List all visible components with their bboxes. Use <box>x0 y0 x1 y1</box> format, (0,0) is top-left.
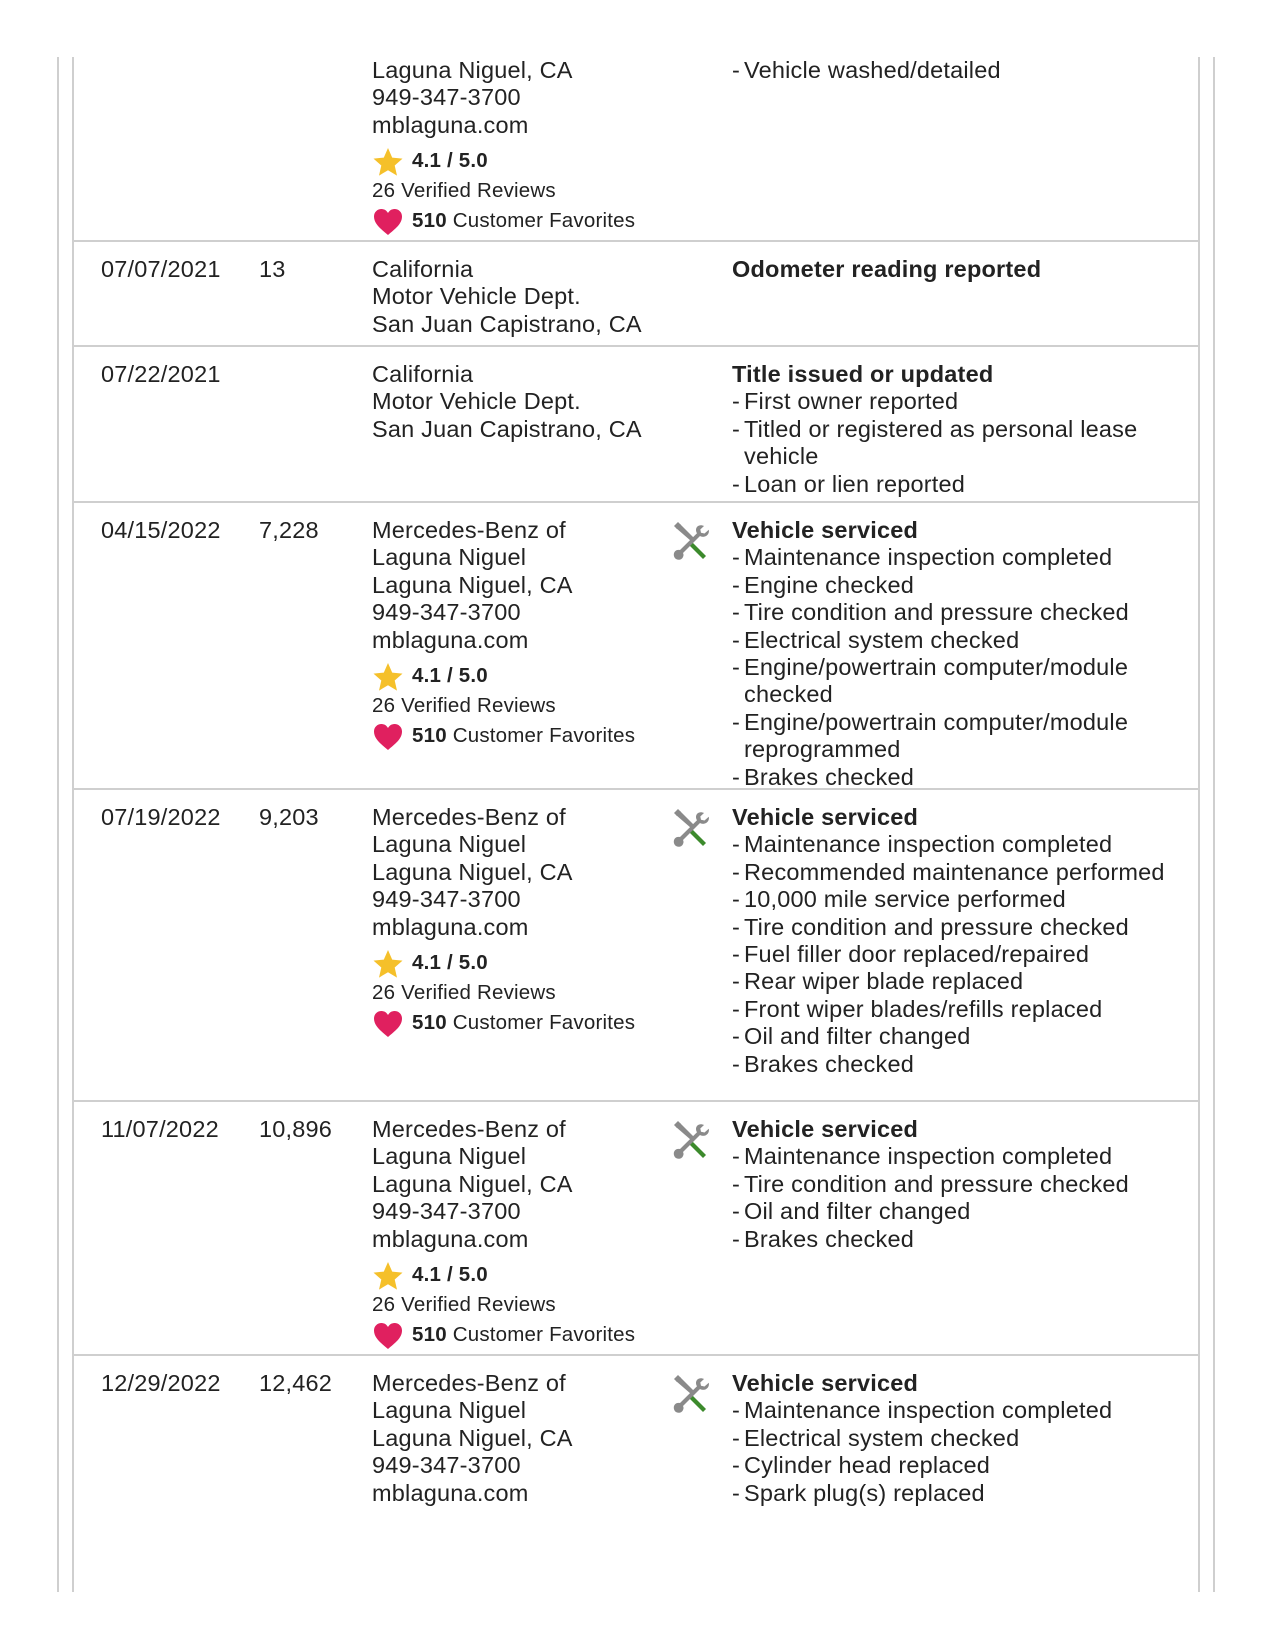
source-line: Laguna Niguel, CA <box>372 1424 573 1451</box>
detail-item <box>732 627 1172 654</box>
heart-icon <box>372 1008 404 1040</box>
detail-item <box>732 1425 1172 1452</box>
detail-item <box>732 1023 1172 1050</box>
source-line: Laguna Niguel <box>372 1397 527 1424</box>
history-row <box>74 1356 1198 1592</box>
star-icon <box>372 948 404 980</box>
rating-value: 4.1 / 5.0 <box>412 1263 488 1287</box>
source-line: mblaguna.com <box>372 1225 529 1252</box>
rating-value: 4.1 / 5.0 <box>412 951 488 975</box>
record-date: 07/19/2022 <box>101 804 221 830</box>
favorites-label: Customer Favorites <box>452 1323 636 1347</box>
detail-item <box>732 57 1172 84</box>
bullet-dash: - <box>732 1023 741 1050</box>
record-mileage: 10,896 <box>259 1116 333 1142</box>
detail-item <box>732 1452 1172 1479</box>
favorites-count: 510 <box>412 1323 447 1347</box>
record-source <box>372 1116 672 1351</box>
detail-text: Vehicle washed/detailed <box>744 57 1001 83</box>
source-line: mblaguna.com <box>372 111 529 138</box>
source-line: mblaguna.com <box>372 1479 529 1506</box>
detail-item <box>732 709 1172 764</box>
detail-text: Oil and filter changed <box>744 1023 971 1050</box>
source-line: Mercedes-Benz of <box>372 804 566 830</box>
detail-item <box>732 1226 1172 1253</box>
page-right-rule <box>1213 57 1215 1592</box>
source-line: mblaguna.com <box>372 913 529 940</box>
customer-favorites <box>372 1007 672 1039</box>
star-icon <box>372 1260 404 1292</box>
verified-reviews: 26 Verified Reviews <box>372 179 556 203</box>
detail-item <box>732 416 1172 471</box>
favorites-label: Customer Favorites <box>452 1011 636 1035</box>
record-mileage: 7,228 <box>259 517 319 543</box>
bullet-dash: - <box>732 968 741 995</box>
detail-item <box>732 914 1172 941</box>
record-mileage: 13 <box>259 256 286 282</box>
bullet-dash: - <box>732 57 741 83</box>
detail-item <box>732 1143 1172 1170</box>
detail-text: Electrical system checked <box>744 1424 1020 1451</box>
history-row <box>74 57 1198 242</box>
source-line: Motor Vehicle Dept. <box>372 283 581 310</box>
detail-item <box>732 1198 1172 1225</box>
detail-text: Electrical system checked <box>744 626 1020 653</box>
bullet-dash: - <box>732 470 741 497</box>
heart-icon <box>372 1320 404 1352</box>
detail-item <box>732 764 1172 791</box>
record-details <box>732 256 1172 283</box>
detail-text: Titled or registered as personal lease vehicle <box>744 415 1138 470</box>
history-row <box>74 347 1198 503</box>
detail-text: Rear wiper blade replaced <box>744 968 1024 995</box>
page-left-rule <box>57 57 59 1592</box>
bullet-dash: - <box>732 941 741 968</box>
record-source <box>372 361 672 443</box>
detail-item <box>732 1051 1172 1078</box>
bullet-dash: - <box>732 763 741 790</box>
rating-value: 4.1 / 5.0 <box>412 664 488 688</box>
detail-item <box>732 1397 1172 1424</box>
vehicle-history-table <box>72 57 1200 1592</box>
bullet-dash: - <box>732 388 741 415</box>
bullet-dash: - <box>732 1225 741 1252</box>
favorites-label: Customer Favorites <box>452 209 636 233</box>
detail-item <box>732 599 1172 626</box>
source-line: Laguna Niguel, CA <box>372 571 573 598</box>
verified-reviews: 26 Verified Reviews <box>372 694 556 718</box>
record-details <box>732 1370 1172 1507</box>
favorites-count: 510 <box>412 209 447 233</box>
source-line: California <box>372 256 474 282</box>
event-heading: Vehicle serviced <box>732 1370 919 1396</box>
event-heading: Title issued or updated <box>732 361 994 387</box>
star-icon <box>372 661 404 693</box>
source-line: Laguna Niguel <box>372 831 527 858</box>
customer-favorites <box>372 720 672 752</box>
detail-text: Maintenance inspection completed <box>744 1397 1113 1424</box>
source-line: San Juan Capistrano, CA <box>372 310 642 337</box>
event-heading: Odometer reading reported <box>732 256 1042 282</box>
record-details <box>732 1116 1172 1253</box>
bullet-dash: - <box>732 1397 741 1424</box>
detail-item <box>732 831 1172 858</box>
record-source <box>372 256 672 338</box>
source-line: Laguna Niguel, CA <box>372 1170 573 1197</box>
verified-reviews: 26 Verified Reviews <box>372 981 556 1005</box>
bullet-dash: - <box>732 886 741 913</box>
bullet-dash: - <box>732 1050 741 1077</box>
event-heading: Vehicle serviced <box>732 1116 919 1142</box>
favorites-count: 510 <box>412 1011 447 1035</box>
wrench-screwdriver-icon <box>670 807 714 851</box>
source-line: mblaguna.com <box>372 626 529 653</box>
source-line: Laguna Niguel <box>372 1143 527 1170</box>
detail-text: 10,000 mile service performed <box>744 886 1066 913</box>
source-line: Laguna Niguel, CA <box>372 858 573 885</box>
record-details <box>732 804 1172 1078</box>
detail-text: Spark plug(s) replaced <box>744 1479 985 1506</box>
heart-icon <box>372 206 404 238</box>
detail-item <box>732 471 1172 498</box>
record-details <box>732 517 1172 791</box>
detail-item <box>732 544 1172 571</box>
history-row <box>74 790 1198 1102</box>
detail-item <box>732 941 1172 968</box>
detail-text: First owner reported <box>744 388 959 415</box>
wrench-screwdriver-icon <box>670 1119 714 1163</box>
source-line: Mercedes-Benz of <box>372 1116 566 1142</box>
source-line: San Juan Capistrano, CA <box>372 415 642 442</box>
source-line: Mercedes-Benz of <box>372 1370 566 1396</box>
source-line: 949-347-3700 <box>372 1198 521 1225</box>
customer-favorites <box>372 205 672 237</box>
detail-text: Oil and filter changed <box>744 1198 971 1225</box>
favorites-count: 510 <box>412 724 447 748</box>
dealer-rating <box>372 947 672 979</box>
record-date: 12/29/2022 <box>101 1370 221 1396</box>
detail-text: Tire condition and pressure checked <box>744 913 1129 940</box>
star-icon <box>372 146 404 178</box>
detail-item <box>732 1480 1172 1507</box>
bullet-dash: - <box>732 626 741 653</box>
bullet-dash: - <box>732 1479 741 1506</box>
history-row <box>74 503 1198 790</box>
bullet-dash: - <box>732 1170 741 1197</box>
detail-item <box>732 968 1172 995</box>
source-line: Laguna Niguel, CA <box>372 57 573 83</box>
detail-text: Front wiper blades/refills replaced <box>744 995 1103 1022</box>
heart-icon <box>372 721 404 753</box>
detail-text: Maintenance inspection completed <box>744 544 1113 571</box>
source-line: Mercedes-Benz of <box>372 517 566 543</box>
detail-item <box>732 996 1172 1023</box>
history-row <box>74 242 1198 347</box>
detail-text: Recommended maintenance performed <box>744 858 1165 885</box>
detail-text: Engine checked <box>744 571 915 598</box>
record-date: 04/15/2022 <box>101 517 221 543</box>
record-source <box>372 517 672 752</box>
detail-text: Brakes checked <box>744 1050 914 1077</box>
bullet-dash: - <box>732 599 741 626</box>
detail-text: Brakes checked <box>744 763 914 790</box>
record-source <box>372 57 672 237</box>
bullet-dash: - <box>732 1424 741 1451</box>
dealer-rating <box>372 660 672 692</box>
bullet-dash: - <box>732 571 741 598</box>
bullet-dash: - <box>732 1452 741 1479</box>
source-line: 949-347-3700 <box>372 886 521 913</box>
source-line: 949-347-3700 <box>372 1452 521 1479</box>
bullet-dash: - <box>732 913 741 940</box>
bullet-dash: - <box>732 995 741 1022</box>
record-mileage: 12,462 <box>259 1370 333 1396</box>
source-line: Motor Vehicle Dept. <box>372 388 581 415</box>
rating-value: 4.1 / 5.0 <box>412 149 488 173</box>
customer-favorites <box>372 1319 672 1351</box>
event-heading: Vehicle serviced <box>732 517 919 543</box>
record-mileage: 9,203 <box>259 804 319 830</box>
record-source <box>372 1370 672 1507</box>
detail-text: Tire condition and pressure checked <box>744 599 1129 626</box>
bullet-dash: - <box>732 831 741 858</box>
bullet-dash: - <box>732 544 741 571</box>
detail-text: Maintenance inspection completed <box>744 831 1113 858</box>
detail-text: Engine/powertrain computer/module reprogrammed <box>744 708 1129 763</box>
source-line: Laguna Niguel <box>372 544 527 571</box>
detail-item <box>732 1171 1172 1198</box>
dealer-rating <box>372 145 672 177</box>
bullet-dash: - <box>732 1198 741 1225</box>
detail-text: Tire condition and pressure checked <box>744 1170 1129 1197</box>
record-details <box>732 361 1172 498</box>
bullet-dash: - <box>732 708 741 735</box>
wrench-screwdriver-icon <box>670 1373 714 1417</box>
record-date: 11/07/2022 <box>101 1116 219 1142</box>
bullet-dash: - <box>732 858 741 885</box>
record-source <box>372 804 672 1039</box>
favorites-label: Customer Favorites <box>452 724 636 748</box>
detail-text: Engine/powertrain computer/module checked <box>744 654 1129 708</box>
record-date: 07/22/2021 <box>101 361 221 387</box>
source-line: 949-347-3700 <box>372 84 521 111</box>
record-details <box>732 57 1172 84</box>
source-line: 949-347-3700 <box>372 599 521 626</box>
dealer-rating <box>372 1259 672 1291</box>
detail-item <box>732 654 1172 709</box>
detail-item <box>732 886 1172 913</box>
bullet-dash: - <box>732 1143 741 1170</box>
event-heading: Vehicle serviced <box>732 804 919 830</box>
history-row <box>74 1102 1198 1356</box>
bullet-dash: - <box>732 415 741 442</box>
wrench-screwdriver-icon <box>670 520 714 564</box>
detail-text: Brakes checked <box>744 1225 914 1252</box>
source-line: California <box>372 361 474 387</box>
detail-text: Fuel filler door replaced/repaired <box>744 941 1090 968</box>
detail-item <box>732 388 1172 415</box>
record-date: 07/07/2021 <box>101 256 221 282</box>
detail-text: Loan or lien reported <box>744 470 966 497</box>
detail-text: Maintenance inspection completed <box>744 1143 1113 1170</box>
detail-text: Cylinder head replaced <box>744 1452 991 1479</box>
verified-reviews: 26 Verified Reviews <box>372 1293 556 1317</box>
bullet-dash: - <box>732 654 741 681</box>
detail-item <box>732 859 1172 886</box>
detail-item <box>732 572 1172 599</box>
